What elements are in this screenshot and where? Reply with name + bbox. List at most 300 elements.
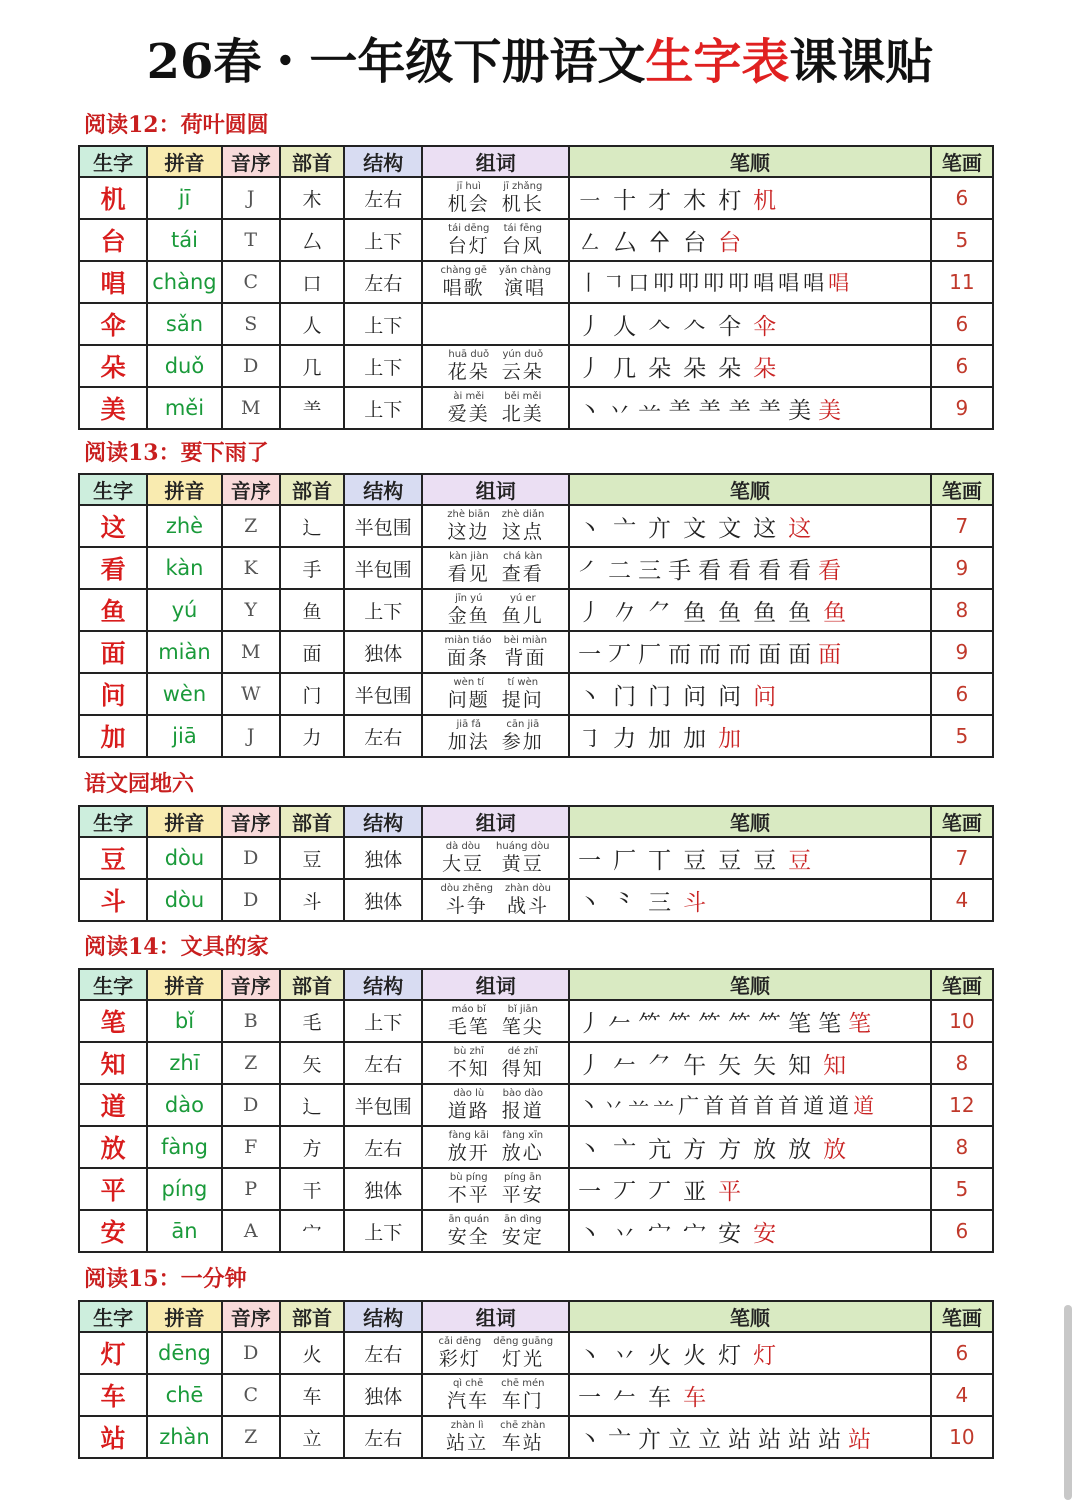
column-header: 音序 [222,1301,280,1332]
stroke-step: 火 [648,1342,672,1369]
stroke-step: 放 [788,1136,812,1163]
words-cell [422,1332,569,1374]
word-text: 战斗 [506,895,549,917]
stroke-step: 丅 [648,847,672,874]
stroke-order-cell [569,177,931,219]
radical-cell: 斗 [280,879,344,921]
table-row [79,1210,993,1252]
stroke-step: 笔 [848,1010,872,1037]
word-pinyin: ān quán [448,1214,490,1225]
radical-cell: 人 [280,303,344,345]
stroke-sequence [578,182,930,215]
column-header: 结构 [344,1301,422,1332]
column-header: 部首 [280,969,344,1000]
column-header: 结构 [344,806,422,837]
radical-cell: ⺷ [280,387,344,429]
character-table [78,805,994,922]
sound-order-cell: F [222,1126,280,1168]
word-pinyin: chē zhàn [500,1420,546,1431]
stroke-step: ⺮ [668,1010,692,1037]
character-cell: 看 [79,547,147,589]
word-text: 安全 [447,1226,490,1248]
word-pinyin: bào dào [502,1088,543,1099]
stroke-step: 首 [753,1094,775,1118]
stroke-step: 唱 [753,271,775,295]
radical-cell: 豆 [280,837,344,879]
scrollbar[interactable] [1064,1305,1072,1500]
stroke-sequence [578,594,930,627]
word-pinyin: yún duǒ [502,349,544,360]
stroke-step: 门 [613,683,637,710]
structure-cell: 独体 [344,837,422,879]
word-text: 这边 [447,521,490,543]
column-header: 笔画 [931,474,993,505]
character-cell: 平 [79,1168,147,1210]
structure-cell: 独体 [344,879,422,921]
stroke-order-cell [569,837,931,879]
stroke-step: 一 [578,847,602,874]
character-cell: 唱 [79,261,147,303]
word-text: 安定 [501,1226,544,1248]
pinyin-cell: tái [147,219,221,261]
structure-cell: 上下 [344,1210,422,1252]
word-list [423,1379,568,1411]
stroke-order-cell [569,505,931,547]
stroke-count-cell: 5 [931,1168,993,1210]
radical-cell: 毛 [280,1000,344,1042]
pinyin-cell: zhè [147,505,221,547]
stroke-sequence [578,678,930,711]
word-list [423,1421,568,1453]
sound-order-cell: J [222,715,280,757]
words-cell [422,1416,569,1458]
stroke-count-cell: 11 [931,261,993,303]
stroke-step: 丿 [578,1052,602,1079]
word-text: 机会 [447,193,490,215]
column-header: 部首 [280,806,344,837]
stroke-sequence [578,392,930,425]
words-cell [422,715,569,757]
stroke-order-cell [569,547,931,589]
stroke-step: 站 [728,1426,752,1453]
stroke-sequence [578,1005,930,1038]
column-header: 拼音 [147,969,221,1000]
stroke-step: ⺷ [758,397,782,424]
word-text: 机长 [501,193,544,215]
stroke-sequence [578,267,930,297]
stroke-step: 台 [683,229,707,256]
word-text: 得知 [501,1058,544,1080]
stroke-step: ⺮ [758,1010,782,1037]
word-pinyin: bù píng [449,1172,488,1183]
radical-cell: 门 [280,673,344,715]
word-item [502,594,544,626]
pinyin-cell: fàng [147,1126,221,1168]
word-list [423,594,568,626]
word-text: 这点 [502,521,545,543]
word-text: 花朵 [447,361,490,383]
character-table [78,968,994,1253]
stroke-step: 面 [758,641,782,668]
word-text: 参加 [501,731,544,753]
word-item [502,1131,544,1163]
stroke-step: 唱 [803,271,825,295]
stroke-count-cell: 9 [931,387,993,429]
word-item [448,1173,490,1205]
character-cell: 知 [79,1042,147,1084]
column-header: 组词 [422,474,569,505]
sound-order-cell: D [222,1084,280,1126]
structure-cell: 半包围 [344,673,422,715]
words-cell [422,547,569,589]
word-text: 平安 [501,1184,544,1206]
stroke-sequence [578,350,930,383]
word-text: 放心 [501,1142,544,1164]
stroke-order-cell [569,1168,931,1210]
stroke-step: 文 [683,515,707,542]
word-pinyin: chá kàn [503,551,543,562]
stroke-step: 力 [613,725,637,752]
character-cell: 豆 [79,837,147,879]
stroke-step: 一 [578,1178,602,1205]
stroke-step: 𠂉 [613,1052,637,1079]
radical-cell: 几 [280,345,344,387]
word-item [496,842,549,874]
stroke-sequence [578,1173,930,1206]
stroke-step: 木 [683,187,707,214]
word-pinyin: cān jiā [506,719,540,730]
word-list [423,266,568,298]
word-item [446,1421,488,1453]
character-table [78,145,994,430]
sound-order-cell: J [222,177,280,219]
word-item [448,392,490,424]
stroke-step: 丷 [613,1342,637,1369]
word-item [448,678,490,710]
word-text: 爱美 [447,403,490,425]
table-row [79,177,993,219]
word-item [502,720,544,752]
word-pinyin: wèn tí [453,677,485,688]
word-pinyin: huáng dòu [496,841,550,852]
character-table [78,1300,994,1459]
stroke-step: ⺀ [613,889,637,916]
header-row [79,1301,993,1332]
stroke-count-cell: 6 [931,177,993,219]
table-row [79,1332,993,1374]
stroke-order-cell [569,1084,931,1126]
word-item [499,266,551,298]
word-pinyin: bù zhī [453,1046,484,1057]
table-row [79,1084,993,1126]
word-item [441,266,487,298]
stroke-step: 而 [698,641,722,668]
stroke-step: 十 [613,187,637,214]
word-item [493,1337,553,1369]
word-pinyin: zhè diǎn [501,509,545,520]
pinyin-cell: chē [147,1374,221,1416]
table-row [79,1416,993,1458]
word-list [423,350,568,382]
structure-cell: 独体 [344,1168,422,1210]
words-cell [422,1126,569,1168]
title-highlight: 生字表 [645,34,790,90]
words-cell [422,1168,569,1210]
stroke-step: ⺈ [648,599,672,626]
stroke-order-cell [569,879,931,921]
word-pinyin: máo bǐ [451,1004,486,1015]
sound-order-cell: P [222,1168,280,1210]
word-item [502,1089,544,1121]
stroke-step: 看 [818,557,842,584]
radical-cell: 面 [280,631,344,673]
word-text: 毛笔 [447,1016,490,1038]
table-row [79,837,993,879]
character-cell: 台 [79,219,147,261]
word-pinyin: chàng gē [440,265,487,276]
stroke-step: 看 [728,557,752,584]
word-pinyin: tái dēng [448,223,490,234]
pinyin-cell: dòu [147,879,221,921]
word-pinyin: dé zhī [507,1046,538,1057]
column-header: 笔画 [931,146,993,177]
stroke-count-cell: 7 [931,505,993,547]
word-text: 加法 [447,731,490,753]
stroke-step: 首 [728,1094,750,1118]
stroke-order-cell [569,715,931,757]
word-pinyin: yú er [509,593,536,604]
words-cell [422,505,569,547]
word-pinyin: chē mén [501,1378,545,1389]
stroke-count-cell: 8 [931,589,993,631]
words-cell [422,631,569,673]
stroke-order-cell [569,589,931,631]
stroke-step: 手 [668,557,692,584]
pinyin-cell: sǎn [147,303,221,345]
pinyin-cell: wèn [147,673,221,715]
word-pinyin: fàng kāi [448,1130,489,1141]
stroke-step: 方 [718,1136,742,1163]
stroke-step: 站 [758,1426,782,1453]
pinyin-cell: jiā [147,715,221,757]
column-header: 组词 [422,969,569,1000]
stroke-sequence [578,720,930,753]
stroke-step: 三 [648,889,672,916]
stroke-step: 首 [778,1094,800,1118]
table-row [79,673,993,715]
word-text: 北美 [501,403,544,425]
radical-cell: 力 [280,715,344,757]
word-pinyin: bǐ jiān [507,1004,538,1015]
word-pinyin: píng ān [504,1172,542,1183]
stroke-step: 丶 [578,1342,602,1369]
word-pinyin: tái fēng [503,223,542,234]
pinyin-cell: kàn [147,547,221,589]
stroke-step: ⺮ [728,1010,752,1037]
stroke-step: 厂 [613,847,637,874]
table-row [79,589,993,631]
words-cell [422,1374,569,1416]
stroke-count-cell: 6 [931,673,993,715]
radical-cell: 辶 [280,1084,344,1126]
radical-cell: 辶 [280,505,344,547]
column-header: 生字 [79,969,147,1000]
word-pinyin: ài měi [453,391,485,402]
pinyin-cell: chàng [147,261,221,303]
radical-cell: 方 [280,1126,344,1168]
pinyin-cell: yú [147,589,221,631]
stroke-step: 笔 [788,1010,812,1037]
word-text: 台风 [501,235,544,257]
structure-cell: 半包围 [344,505,422,547]
column-header: 笔顺 [569,969,931,1000]
word-item [504,636,547,668]
column-header: 笔顺 [569,806,931,837]
structure-cell: 左右 [344,1126,422,1168]
stroke-step: 丿 [578,1010,602,1037]
word-text: 站立 [446,1432,489,1454]
stroke-step: ⺮ [698,1010,722,1037]
character-cell: 面 [79,631,147,673]
words-cell [422,303,569,345]
stroke-step: ㇆ [578,725,602,752]
stroke-step: 口 [628,271,650,295]
word-pinyin: zhàn lì [450,1420,484,1431]
stroke-step: 三 [638,557,662,584]
stroke-step: 安 [753,1220,777,1247]
word-text: 看见 [447,563,490,585]
character-cell: 伞 [79,303,147,345]
pinyin-cell: měi [147,387,221,429]
stroke-step: 豆 [718,847,742,874]
stroke-step: 门 [648,683,672,710]
table-row [79,345,993,387]
word-item [501,1379,544,1411]
stroke-sequence [578,1215,930,1248]
word-pinyin: ān dìng [504,1214,542,1225]
structure-cell: 半包围 [344,1084,422,1126]
stroke-step: 平 [718,1178,742,1205]
word-item [448,1131,490,1163]
stroke-step: 才 [648,187,672,214]
stroke-step: 叩 [678,271,700,295]
character-cell: 这 [79,505,147,547]
sound-order-cell: D [222,837,280,879]
stroke-step: 问 [683,683,707,710]
stroke-step: 矢 [718,1052,742,1079]
word-pinyin: cǎi dēng [438,1336,482,1347]
sound-order-cell: D [222,1332,280,1374]
word-text: 不知 [447,1058,490,1080]
stroke-step: 丷 [613,1220,637,1247]
word-text: 报道 [501,1100,544,1122]
word-text: 提问 [501,689,544,711]
column-header: 笔画 [931,969,993,1000]
word-item [448,1047,490,1079]
word-pinyin: jiā fǎ [456,719,482,730]
stroke-step: 立 [698,1426,722,1453]
stroke-order-cell [569,631,931,673]
stroke-step: 丶 [578,683,602,710]
radical-cell: 宀 [280,1210,344,1252]
stroke-step: 知 [788,1052,812,1079]
table-row [79,505,993,547]
column-header: 部首 [280,474,344,505]
word-item [502,224,544,256]
stroke-step: 丆 [613,1178,637,1205]
stroke-count-cell: 6 [931,1210,993,1252]
pinyin-cell: zhī [147,1042,221,1084]
stroke-step: 朾 [718,187,742,214]
stroke-step: 唱 [778,271,800,295]
stroke-count-cell: 6 [931,303,993,345]
sound-order-cell: C [222,1374,280,1416]
word-text: 黄豆 [501,853,544,875]
words-cell [422,837,569,879]
stroke-step: 站 [788,1426,812,1453]
stroke-step: 丷 [608,397,632,424]
pinyin-cell: zhàn [147,1416,221,1458]
stroke-count-cell: 10 [931,1416,993,1458]
stroke-step: 知 [823,1052,847,1079]
column-header: 结构 [344,474,422,505]
stroke-count-cell: 7 [931,837,993,879]
stroke-sequence [578,510,930,543]
stroke-step: 䒑 [628,1094,650,1118]
word-pinyin: zhè biān [447,509,490,520]
stroke-step: 䒑 [653,1094,675,1118]
stroke-step: 亣 [638,1426,662,1453]
column-header: 拼音 [147,1301,221,1332]
stroke-step: 㐃 [648,229,672,256]
stroke-step: 𠆢 [683,313,707,340]
stroke-step: 宀 [683,1220,707,1247]
radical-cell: 车 [280,1374,344,1416]
stroke-step: 朵 [683,355,707,382]
column-header: 拼音 [147,474,221,505]
stroke-sequence [578,1379,930,1412]
stroke-step: 灯 [753,1342,777,1369]
words-cell [422,177,569,219]
stroke-sequence [578,636,930,669]
column-header: 组词 [422,1301,569,1332]
words-cell [422,1210,569,1252]
word-list [423,678,568,710]
word-list [423,224,568,256]
word-pinyin: kàn jiàn [449,551,489,562]
stroke-step: 叩 [728,271,750,295]
radical-cell: 火 [280,1332,344,1374]
stroke-step: 亠 [613,515,637,542]
character-cell: 美 [79,387,147,429]
stroke-step: 方 [683,1136,707,1163]
stroke-step: 文 [718,515,742,542]
words-cell [422,345,569,387]
character-cell: 车 [79,1374,147,1416]
character-cell: 问 [79,673,147,715]
table-row [79,715,993,757]
stroke-step: 鱼 [788,599,812,626]
stroke-count-cell: 5 [931,219,993,261]
stroke-step: 鱼 [823,599,847,626]
table-row [79,261,993,303]
stroke-step: 豆 [683,847,707,874]
stroke-step: 问 [753,683,777,710]
word-pinyin: jī zhǎng [503,181,543,192]
character-cell: 灯 [79,1332,147,1374]
sound-order-cell: Y [222,589,280,631]
word-pinyin: dà dòu [445,841,481,852]
